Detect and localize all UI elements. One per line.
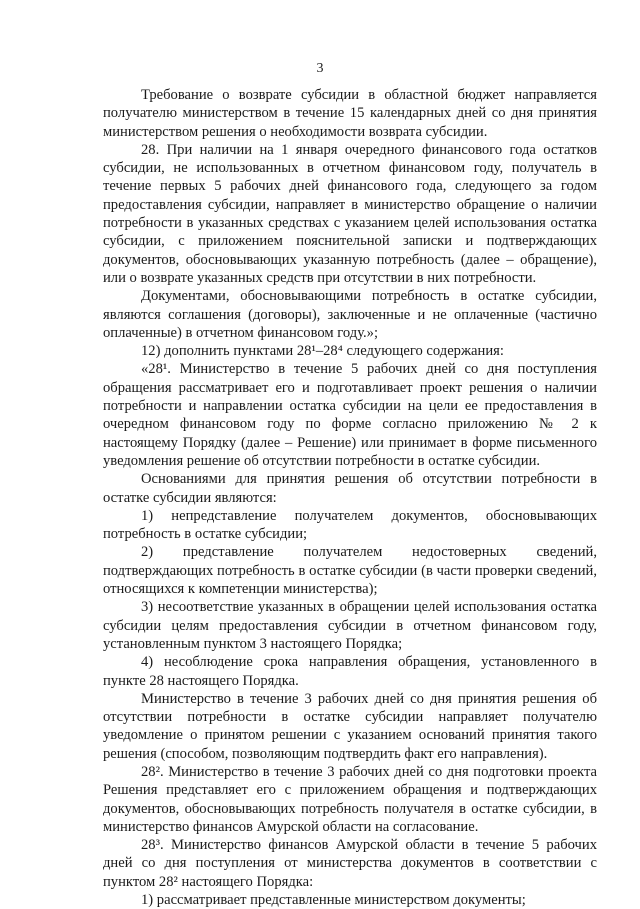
page-number: 3: [316, 61, 324, 76]
paragraph-ground-2: 2) представление получателем недостоверных сведений, подтверждающих потребность в остатке субсидии (в части проверки сведений, относящихся к компетенции министерства);: [103, 544, 597, 598]
paragraph-grounds-intro: Основаниями для принятия решения об отсутствии потребности в остатке субсидии являются:: [103, 471, 597, 506]
paragraph-item-28-3-sub-1: 1) рассматривает представленные министерством документы;: [141, 892, 526, 909]
paragraph-ground-4: 4) несоблюдение срока направления обращения, установленного в пункте 28 настоящего Порядка.: [103, 654, 597, 689]
paragraph-item-28-1: «28¹. Министерство в течение 5 рабочих дней со дня поступления обращения рассматривает его и подготавливает проект решения о наличии потребности и направлении остатка субсидии на цели ее предоставления в очередном финансовом году по форме согласно приложению № 2 к настоящему Порядку (далее – Решение) или принимает в форме письменного уведомления решение об отсутствии потребности в остатке субсидии.: [103, 361, 597, 469]
paragraph-amendment-12: 12) дополнить пунктами 28¹–28⁴ следующего содержания:: [141, 343, 504, 360]
document-body: [103, 86, 597, 909]
paragraph-item-28: 28. При наличии на 1 января очередного финансового года остатков субсидии, не использованных в отчетном финансовом году, получатель в течение первых 5 рабочих дней финансового года, следующего за годом предоставления субсидии, направляет в министерство обращение о наличии потребности в указанных средствах с указанием целей использования остатка субсидии, с приложением пояснительной записки и подтверждающих документов, обосновывающих указанную потребность (далее – обращение), или о возврате указанных средств при отсутствии в них потребности.: [103, 141, 597, 286]
paragraph-item-28-3: 28³. Министерство финансов Амурской области в течение 5 рабочих дней со дня поступления от министерства документов в соответствии с пунктом 28² настоящего Порядка:: [103, 837, 597, 890]
paragraph-notification: Министерство в течение 3 рабочих дней со дня принятия решения об отсутствии потребности в остатке субсидии направляет получателю уведомление о принятом решении с указанием оснований принятия такого решения (способом, позволяющим подтвердить факт его направления).: [103, 690, 597, 762]
paragraph-subsidy-return-requirement: Требование о возврате субсидии в областной бюджет направляется получателю министерством в течение 15 календарных дней со дня принятия министерством решения о необходимости возврата субсидии.: [103, 87, 597, 140]
paragraph-item-28-2: 28². Министерство в течение 3 рабочих дней со дня подготовки проекта Решения представляет его с приложением обращения и подтверждающих документов, обосновывающих потребность получателя в остатке субсидии, в министерство финансов Амурской области на согласование.: [103, 763, 597, 835]
paragraph-justifying-documents: Документами, обосновывающими потребность в остатке субсидии, являются соглашения (договоры), заключенные и не оплаченные (частично оплаченные) в отчетном финансовом году.»;: [103, 288, 597, 341]
paragraph-ground-1: 1) непредставление получателем документов, обосновывающих потребность в остатке субсидии;: [103, 507, 597, 543]
paragraph-ground-3: 3) несоответствие указанных в обращении целей использования остатка субсидии целям предоставления субсидии в отчетном финансовом году, установленным пунктом 3 настоящего Порядка;: [103, 599, 597, 652]
